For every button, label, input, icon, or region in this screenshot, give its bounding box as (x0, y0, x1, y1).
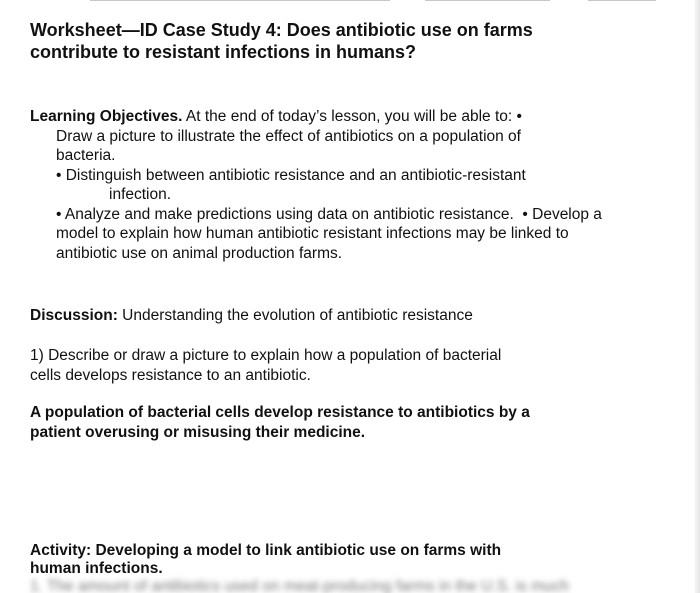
page-title-line: contribute to resistant infections in humans? (30, 42, 417, 62)
top-edge-line (425, 0, 550, 1)
top-edge-line (588, 0, 656, 1)
objective-line: • Analyze and make predictions using data on antibiotic resistance. • Develop a (56, 205, 602, 223)
top-edge-line (90, 0, 390, 1)
blurred-text: 1. The amount of antibiotics used on meat-producing farms in the U.S. is much (30, 578, 570, 593)
question-1 (30, 346, 670, 386)
page-title (30, 19, 650, 63)
answer-1 (30, 403, 670, 443)
activity-heading (30, 542, 670, 578)
discussion-label: Discussion: (30, 307, 118, 324)
objective-line: • Distinguish between antibiotic resistance and an antibiotic-resistant (56, 166, 526, 184)
activity-line: Activity: Developing a model to link antibiotic use on farms with (30, 542, 502, 559)
top-edge-lines (0, 0, 700, 4)
objectives-label: Learning Objectives. (30, 108, 183, 125)
question-line: 1) Describe or draw a picture to explain how a population of bacterial (30, 347, 502, 364)
objective-line: antibiotic use on animal production farms. (56, 244, 343, 262)
answer-line: A population of bacterial cells develop resistance to antibiotics by a (30, 404, 530, 421)
objective-line: bacteria. (56, 147, 116, 164)
objectives-intro-text: At the end of today’s lesson, you will be able to: • (182, 108, 522, 125)
objective-line: infection. (109, 186, 172, 203)
page-title-line: Worksheet—ID Case Study 4: Does antibiotic use on farms (30, 20, 533, 40)
objectives-intro (30, 107, 690, 127)
discussion-heading (30, 306, 670, 326)
learning-objectives (30, 107, 690, 263)
objective-line: model to explain how human antibiotic resistant infections may be linked to (56, 225, 569, 242)
page-right-edge (695, 0, 700, 593)
activity-line: human infections. (30, 560, 163, 577)
answer-line: patient overusing or misusing their medicine. (30, 424, 366, 441)
question-line: cells develops resistance to an antibiotic. (30, 367, 311, 384)
objective-line: Draw a picture to illustrate the effect of antibiotics on a population of (56, 127, 521, 145)
discussion-text: Understanding the evolution of antibiotic resistance (117, 307, 473, 324)
